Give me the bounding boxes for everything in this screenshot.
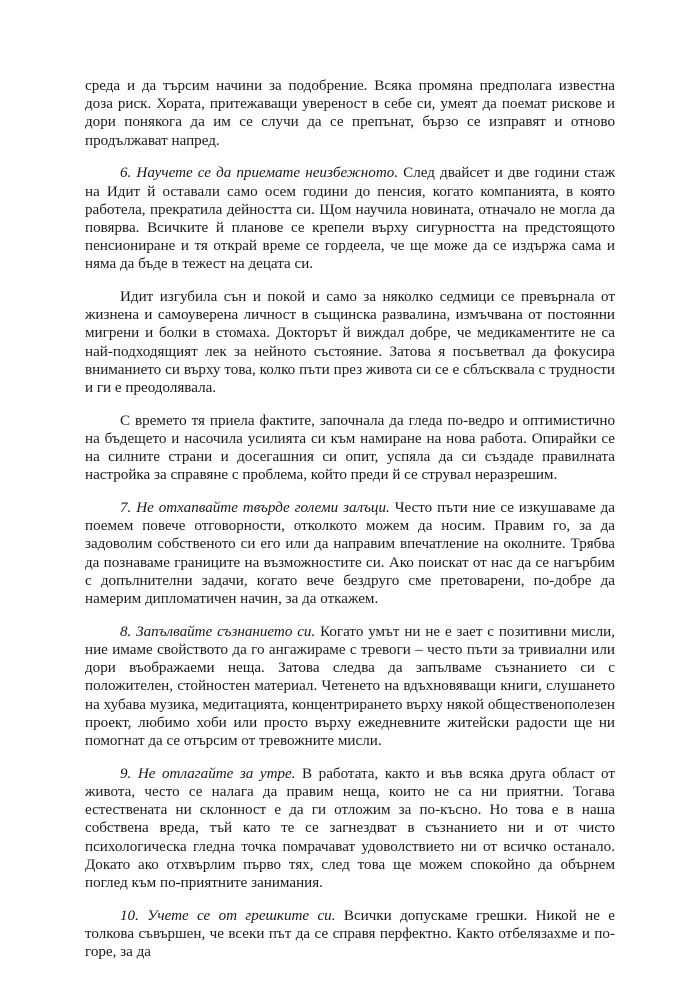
paragraph-text: Всички допускаме грешки. Никой не е толкова съвършен, че всеки път да се справя перфектно. Както отбелязахме и по-горе, за да [85,907,615,961]
paragraph-text: След двайсет и две години стаж на Идит й оставали само осем години до пенсия, когато компанията, в която работела, прекратила дейността си. Щом научила новината, отначало не могла да повярва. Всичките й планове се крепели върху сигурността на предстоящото пенсиониране и тя открай време се гордеела, че ще може да се издържа сама и няма да бъде в тежест на децата си. [85,165,615,273]
paragraph-8 [85,623,615,750]
paragraph-heading: 10. Учете се от грешките си. [120,907,344,924]
paragraph-6-cont-2 [85,412,615,485]
paragraph-7 [85,499,615,608]
paragraph-10 [85,907,615,962]
paragraph-6-cont-1 [85,288,615,397]
paragraph-text: среда и да търсим начини за подобрение. Всяка промяна предполага известна доза риск. Хората, притежаващи увереност в себе си, умеят да поемат рисковe и дори понякога да им се случи да се препънат, бързо се изправят и отново продължават напред. [85,78,615,149]
paragraph-heading: 8. Запълвайте съзнанието си. [120,623,321,640]
paragraph-text: С времето тя приела фактите, започнала да гледа по-ведро и оптимистично на бъдещето и насочила усилията си към намиране на нова работа. Опирайки се на силните страни и досегашния си опит, успяла да си създаде правилната настройка за справяне с проблема, който преди й се струвал неразрешим. [85,412,615,484]
document-body [85,77,615,976]
paragraph-continuation [85,77,615,150]
paragraph-heading: 6. Научете се да приемате неизбежното. [120,165,404,182]
paragraph-heading: 7. Не отхапвайте твърде големи залъци. [120,500,395,517]
paragraph-6 [85,164,615,273]
paragraph-text: Често пъти ние се изкушаваме да поемем повече отговорности, отколкото можем да носим. Правим го, за да задоволим собственото си его или да направим впечатление на околните. Трябва да познаваме границите на възможностите си. Ако поискат от нас да се нагърбим с допълнителни задачи, когато вече бездруго сме претоварени, по-добре да намерим дипломатичен начин, за да откажем. [85,500,615,608]
paragraph-9 [85,765,615,892]
paragraph-heading: 9. Не отлагайте за утре. [120,765,303,782]
paragraph-text: Идит изгубила сън и покой и само за няколко седмици се превърнала от жизнена и самоуверена личност в същинска развалина, измъчвана от постоянни мигрени и болки в стомаха. Докторът й виждал добре, че медикаментите не са най-подходящият лек за нейното състояние. Затова я посъветвал да фокусира вниманието си върху това, колко пъти през живота си се е сблъсквала с трудности и ги е преодолявала. [85,289,615,397]
paragraph-text: В работата, както и във всяка друга област от живота, често се налага да правим неща, които не са ни приятни. Тогава естествената ни склонност е да ги отложим за по-късно. Но това е в наша собствена вреда, тъй като те се загнездват в съзнанието ни и от чисто психологическа гледна точка помрачават удоволствието ни от всичко останало. Докато ако отхвърлим първо тях, след това ще можем спокойно да обърнем поглед към по-приятните занимания. [85,765,615,891]
paragraph-text: Когато умът ни не е зает с позитивни мисли, ние имаме свойството да го ангажираме с тревоги – често пъти за тривиални или дори въображаеми неща. Затова следва да запълваме съзнанието си с положителен, стойностен материал. Четенето на вдъхновяващи книги, слушането на хубава музика, медитацията, концентрирането върху някой общественополезен проект, любимо хоби или просто върху ежедневните житейски радости ще ни помогнат да се отърсим от тревожните мисли. [85,623,615,749]
